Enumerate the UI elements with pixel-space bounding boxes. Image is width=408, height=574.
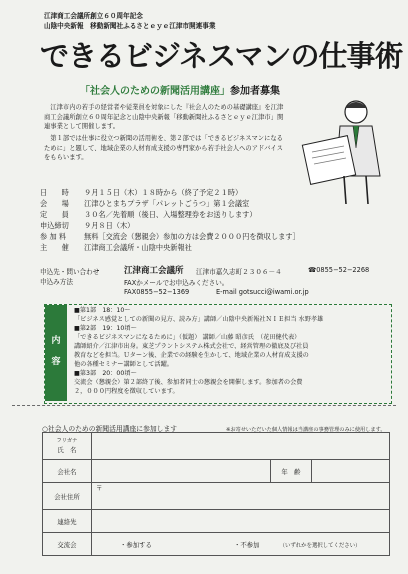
address-field[interactable] xyxy=(92,483,390,510)
name-label: 氏 名 xyxy=(57,446,77,454)
fax-number: FAX0855−52−1369 xyxy=(124,288,190,296)
subtitle-rest: 参加者募集 xyxy=(230,86,280,97)
contact-label: 申込先・問い合わせ xyxy=(40,268,100,276)
content-label-char: 内 xyxy=(51,336,61,346)
content-label xyxy=(45,305,67,401)
content-line: ２，０００円程度を徴収しています。 xyxy=(74,388,179,395)
organizer-address: 江津市嘉久志町２３０６－４ xyxy=(196,268,282,276)
detail-venue xyxy=(40,199,249,209)
detail-value: 江津ひとまちプラザ「パレットごうつ」第１会議室 xyxy=(84,199,250,208)
content-line: 「ビジネス感覚としての新聞の見方、読み方」講師／山陰中央新報社ＮＩＥ担当 水野孝雄 xyxy=(74,316,324,323)
content-line: 講師紹介／江津市出身。東芝プラントシステム株式会社で、経営管理の徹底及び社員 xyxy=(74,343,309,350)
content-line: 「できるビジネスマンになるために」（仮題） 講師／山藤 昭彦氏 （花田健代表） xyxy=(74,334,301,341)
page-title: できるビジネスマンの仕事術 xyxy=(40,39,403,73)
attend-option[interactable]: ・参加する xyxy=(120,540,152,549)
businessman-illustration xyxy=(300,96,392,208)
intro-paragraph-2: 第１部では仕事に役立つ新聞の活用術を、第２部では「できるビジネスマンになるために」と題して、地域企業の人材育成支援の専門家から若手社会人へのアドバイスをもらいます。 xyxy=(44,135,283,162)
company-field[interactable] xyxy=(92,460,271,483)
phone-field[interactable] xyxy=(92,510,390,533)
phone-label: 連絡先 xyxy=(43,510,92,533)
detail-label: 主 催 xyxy=(40,243,69,252)
header-line-1: 江津商工会議所創立６０周年記念 xyxy=(44,12,143,20)
detail-date xyxy=(40,188,242,198)
application-form xyxy=(42,432,390,556)
form-heading: ○社会人のための新聞活用講座に参加します xyxy=(42,425,178,433)
content-line: 他の各種セミナー講師として活躍。 xyxy=(74,361,173,368)
postal-mark: 〒 xyxy=(96,484,103,492)
detail-value: 無料［交流会（懇親会）参加の方は会費２０００円を徴収します］ xyxy=(84,232,300,241)
name-field[interactable] xyxy=(92,433,390,460)
age-field[interactable] xyxy=(312,460,390,483)
company-label: 会社名 xyxy=(43,460,92,483)
header-line-2: 山陰中央新報 移動新聞社ふるさとｅｙｅ江津市開連事業 xyxy=(44,22,216,30)
detail-label: 参 加 料 xyxy=(40,232,67,241)
exchange-label: 交流会 xyxy=(43,533,92,556)
name-label-cell xyxy=(43,433,92,460)
not-attend-option[interactable]: ・不参加 xyxy=(234,540,260,549)
detail-value: ９月８日（木） xyxy=(84,221,135,230)
content-line: ■第1部 18：10～ xyxy=(74,307,131,314)
content-label-char: 容 xyxy=(51,357,61,367)
privacy-note: ※お寄せいただいた個人情報は当講座の事務管理のみに使用します。 xyxy=(226,427,386,433)
address-label: 会社住所 xyxy=(43,483,92,510)
content-line: 交流会（懇親会）第２部終了後、参加者同士の懇親会を開催します。参加者の会費 xyxy=(74,379,303,386)
subtitle xyxy=(80,82,280,97)
subtitle-quote: 「社会人のための新聞活用講座」 xyxy=(80,86,230,97)
email-link[interactable]: E-mail gotsucci@iwami.or.jp xyxy=(216,288,309,296)
detail-fee xyxy=(40,232,300,242)
detail-capacity xyxy=(40,210,257,220)
content-box xyxy=(44,304,392,404)
detail-deadline xyxy=(40,221,134,231)
exchange-choice xyxy=(92,533,390,556)
organizer-name: 江津商工会議所 xyxy=(124,266,184,276)
furigana-label: フリガナ xyxy=(56,438,78,444)
content-line: ■第3部 20：00頃～ xyxy=(74,370,137,377)
detail-value: 江津商工会議所・山陰中央新報社 xyxy=(84,243,192,252)
detail-label: 日 時 xyxy=(40,188,69,197)
cut-line xyxy=(12,405,396,406)
intro-paragraph-1: 江津市内の若手の経営者や従業員を対象にした『社会人のための基礎講座』を江津商工会議所創立６０周年記念と山陰中央新報「移動新聞社ふるさとｅｙｅ江津市」関連事業として開催します。 xyxy=(44,104,284,131)
detail-organizer xyxy=(40,243,192,253)
choose-note: （いずれかを選択してください） xyxy=(279,542,361,549)
apply-method-label: 申込み方法 xyxy=(40,278,73,286)
content-line: ■第2部 19：10頃～ xyxy=(74,325,137,332)
age-label: 年 齢 xyxy=(271,460,312,483)
detail-label: 会 場 xyxy=(40,199,69,208)
detail-value: ３０名／先着順（後日、入場整理券をお送りします） xyxy=(84,210,257,219)
organizer-phone: ☎0855−52−2268 xyxy=(308,266,370,274)
detail-label: 定 員 xyxy=(40,210,69,219)
detail-value: ９月１５日（木）１８時から（終了予定２１時） xyxy=(84,188,243,197)
detail-label: 申込締切 xyxy=(40,221,69,230)
content-line: 教育などを担当。Ｕターン後、企業での経験を生かして、地域企業の人材育成支援の xyxy=(74,352,309,359)
fax-note: FAXかメールでお申込みください。 xyxy=(124,279,229,287)
